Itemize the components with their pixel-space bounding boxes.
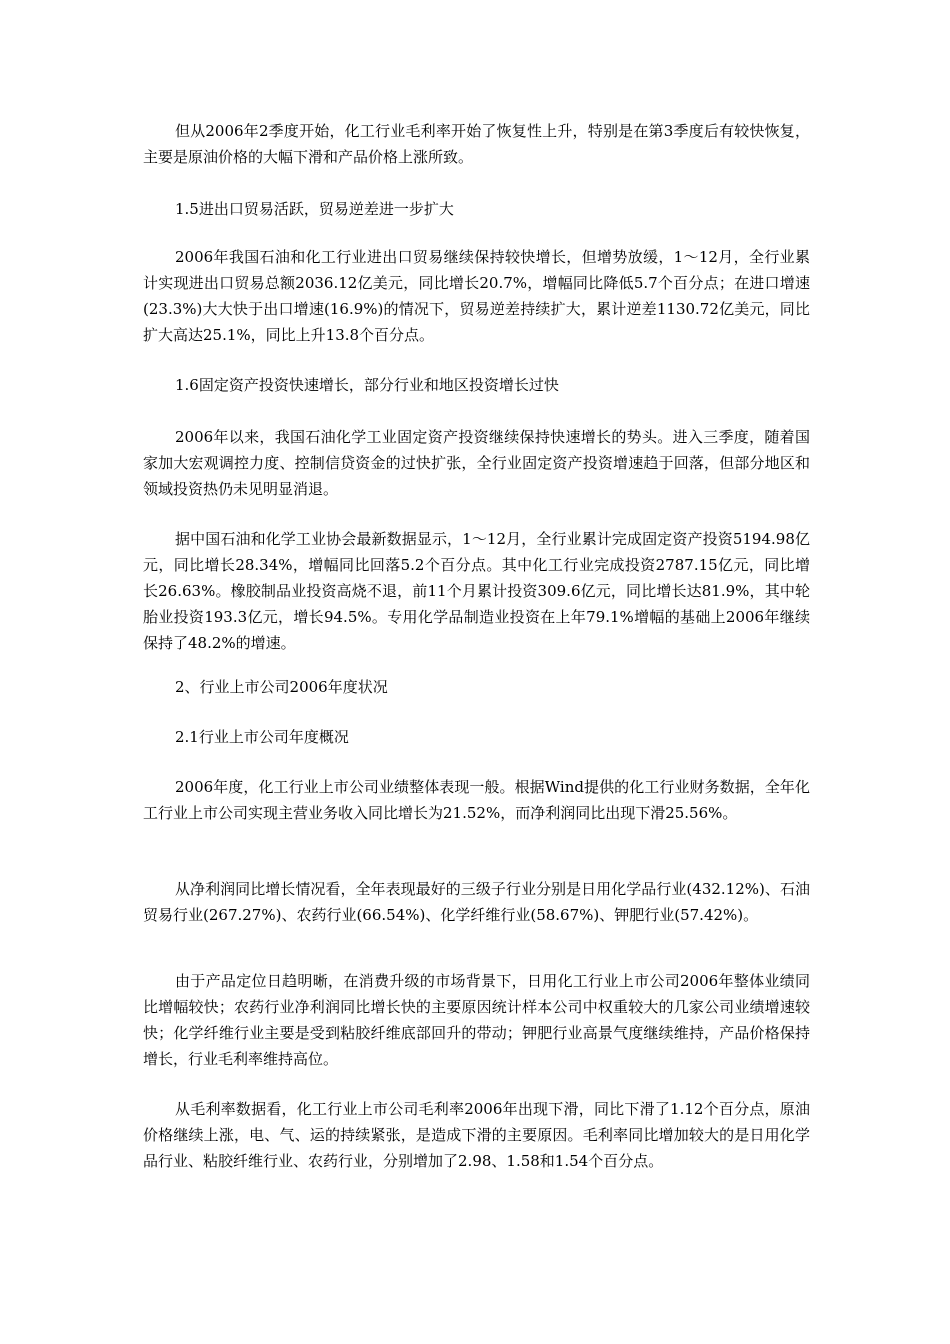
paragraph-gross-margin-data: 从毛利率数据看，化工行业上市公司毛利率2006年出现下滑，同比下滑了1.12个百分点，原油价格继续上涨，电、气、运的持续紧张，是造成下滑的主要原因。毛利率同比增加较大的是日用化学品行业、粘胶纤维行业、农药行业，分别增加了2.98、1.58和1.54个百分点。	[143, 1100, 810, 1170]
section-heading-2: 2、行业上市公司2006年度状况	[175, 678, 388, 696]
paragraph-fixed-asset-investment: 2006年以来，我国石油化学工业固定资产投资继续保持快速增长的势头。进入三季度，随着国家加大宏观调控力度、控制信贷资金的过快扩张，全行业固定资产投资增速趋于回落，但部分地区和领域投资热仍未见明显消退。	[143, 428, 810, 498]
section-heading-1-5: 1.5进出口贸易活跃，贸易逆差进一步扩大	[175, 200, 454, 218]
paragraph-net-profit-growth: 从净利润同比增长情况看，全年表现最好的三级子行业分别是日用化学品行业(432.12%)、石油贸易行业(267.27%)、农药行业(66.54%)、化学纤维行业(58.67%)、钾肥行业(57.42%)。	[143, 880, 810, 924]
section-heading-2-1: 2.1行业上市公司年度概况	[175, 728, 349, 746]
section-heading-1-6: 1.6固定资产投资快速增长，部分行业和地区投资增长过快	[175, 376, 559, 394]
paragraph-industry-analysis: 由于产品定位日趋明晰，在消费升级的市场背景下，日用化工行业上市公司2006年整体业绩同比增幅较快；农药行业净利润同比增长快的主要原因统计样本公司中权重较大的几家公司业绩增速较快；化学纤维行业主要是受到粘胶纤维底部回升的带动；钾肥行业高景气度继续维持，产品价格保持增长，行业毛利率维持高位。	[143, 972, 810, 1068]
paragraph-gross-margin-recovery: 但从2006年2季度开始，化工行业毛利率开始了恢复性上升，特别是在第3季度后有较快恢复，主要是原油价格的大幅下滑和产品价格上涨所致。	[143, 122, 810, 166]
paragraph-investment-data: 据中国石油和化学工业协会最新数据显示，1～12月，全行业累计完成固定资产投资5194.98亿元，同比增长28.34%，增幅同比回落5.2个百分点。其中化工行业完成投资2787.15亿元，同比增长26.63%。橡胶制品业投资高烧不退，前11个月累计投资309.6亿元，同比增长达81.9%，其中轮胎业投资193.3亿元，增长94.5%。专用化学品制造业投资在上年79.1%增幅的基础上2006年继续保持了48.2%的增速。	[143, 530, 810, 652]
paragraph-import-export: 2006年我国石油和化工行业进出口贸易继续保持较快增长，但增势放缓，1～12月，全行业累计实现进出口贸易总额2036.12亿美元，同比增长20.7%，增幅同比降低5.7个百分点；在进口增速(23.3%)大大快于出口增速(16.9%)的情况下，贸易逆差持续扩大，累计逆差1130.72亿美元，同比扩大高达25.1%，同比上升13.8个百分点。	[143, 248, 810, 344]
paragraph-annual-overview: 2006年度，化工行业上市公司业绩整体表现一般。根据Wind提供的化工行业财务数据，全年化工行业上市公司实现主营业务收入同比增长为21.52%，而净利润同比出现下滑25.56%。	[143, 778, 810, 822]
